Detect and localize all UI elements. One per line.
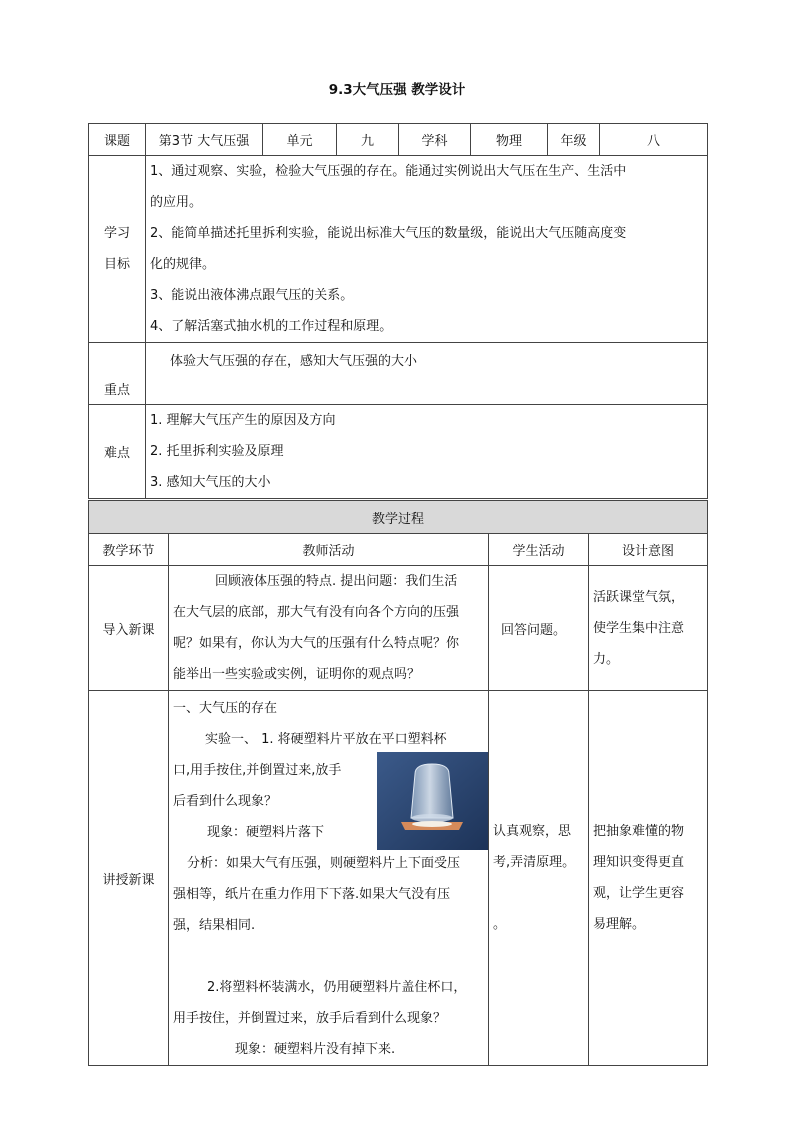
objective-line: 3、能说出液体沸点跟气压的关系。 [150,288,354,303]
lecture-row [89,691,708,1066]
process-band: 教学过程 [89,501,708,534]
doc-title: 9.3大气压强 教学设计 [328,82,466,98]
teacher-line: 强相等，纸片在重力作用下下落.如果大气没有压 [173,887,451,902]
subject-label: 学科 [399,124,471,156]
teacher-line: 在大气层的底部，那大气有没有向各个方向的压强 [173,605,460,620]
teacher-line: 实验一、 1. 将硬塑料片平放在平口塑料杯 [205,732,447,747]
intro-row [89,566,708,691]
objective-line: 4、了解活塞式抽水机的工作过程和原理。 [150,319,393,334]
teacher-line: 后看到什么现象？ [173,794,278,809]
intro-intent: 活跃课堂气氛， 使学生集中注意 力。 [589,566,708,691]
objective-line: 1、通过观察、实验，检验大气压强的存在。能通过实例说出大气压在生产、生活中 [150,164,627,179]
process-band-row [89,501,708,534]
header-student: 学生活动 [489,534,589,566]
difficulty-line: 3. 感知大气压的大小 [150,475,271,490]
teacher-line: 能举出一些实验或实例，证明你的观点吗？ [173,667,421,682]
lecture-intent: 把抽象难懂的物 理知识变得更直 观，让学生更容 易理解。 [589,691,708,1066]
objective-line: 的应用。 [150,195,203,210]
intro-teacher [169,566,489,691]
key-points-row [89,343,708,405]
difficulty-line: 1. 理解大气压产生的原因及方向 [150,413,336,428]
inverted-cup-image [377,752,488,850]
objective-line: 化的规律。 [150,257,216,272]
topic-value: 第3节 大气压强 [146,124,263,156]
header-teacher: 教师活动 [169,534,489,566]
teacher-line: 2.将塑料杯装满水，仍用硬塑料片盖住杯口， [207,980,467,995]
intro-stage: 导入新课 [89,566,169,691]
difficulties-content [146,405,708,499]
key-points-text: 体验大气压强的存在，感知大气压强的大小 [146,343,708,405]
lecture-student: 认真观察，思 考,弄清原理。 。 [489,691,589,1066]
grade-value: 八 [600,124,708,156]
teacher-line: 口,用手按住,并倒置过来,放手 [173,763,342,778]
subject-value: 物理 [471,124,548,156]
teacher-line: 用手按住，并倒置过来，放手后看到什么现象？ [173,1011,447,1026]
difficulties-row [89,405,708,499]
key-points-label: 重点 [89,343,146,405]
difficulty-line: 2. 托里拆利实验及原理 [150,444,284,459]
header-stage: 教学环节 [89,534,169,566]
lecture-teacher [169,691,489,1066]
unit-value: 九 [337,124,399,156]
topic-label: 课题 [89,124,146,156]
teacher-line: 强，结果相同. [173,918,256,933]
teacher-line: 分析：如果大气有压强，则硬塑料片上下面受压 [187,856,461,871]
teacher-line: 现象：硬塑料片没有掉下来. [235,1042,396,1057]
difficulties-label: 难点 [89,405,146,499]
experiment-photo [377,752,488,850]
header-intent: 设计意图 [589,534,708,566]
unit-label: 单元 [263,124,337,156]
grade-label: 年级 [548,124,600,156]
lecture-stage: 讲授新课 [89,691,169,1066]
objective-line: 2、能简单描述托里拆利实验，能说出标准大气压的数量级，能说出大气压随高度变 [150,226,627,241]
teacher-line: 呢？如果有，你认为大气的压强有什么特点呢？你 [173,636,460,651]
teacher-line: 一、大气压的存在 [173,701,278,716]
objectives-content [146,156,708,343]
info-table [88,123,708,499]
intro-student: 回答问题。 [489,566,589,691]
teacher-line: 现象：硬塑料片落下 [207,825,325,840]
objectives-row [89,156,708,343]
objectives-label: 学习 目标 [89,156,146,343]
teacher-line: 回顾液体压强的特点. 提出问题：我们生活 [215,574,458,589]
process-header-row [89,534,708,566]
info-row [89,124,708,156]
